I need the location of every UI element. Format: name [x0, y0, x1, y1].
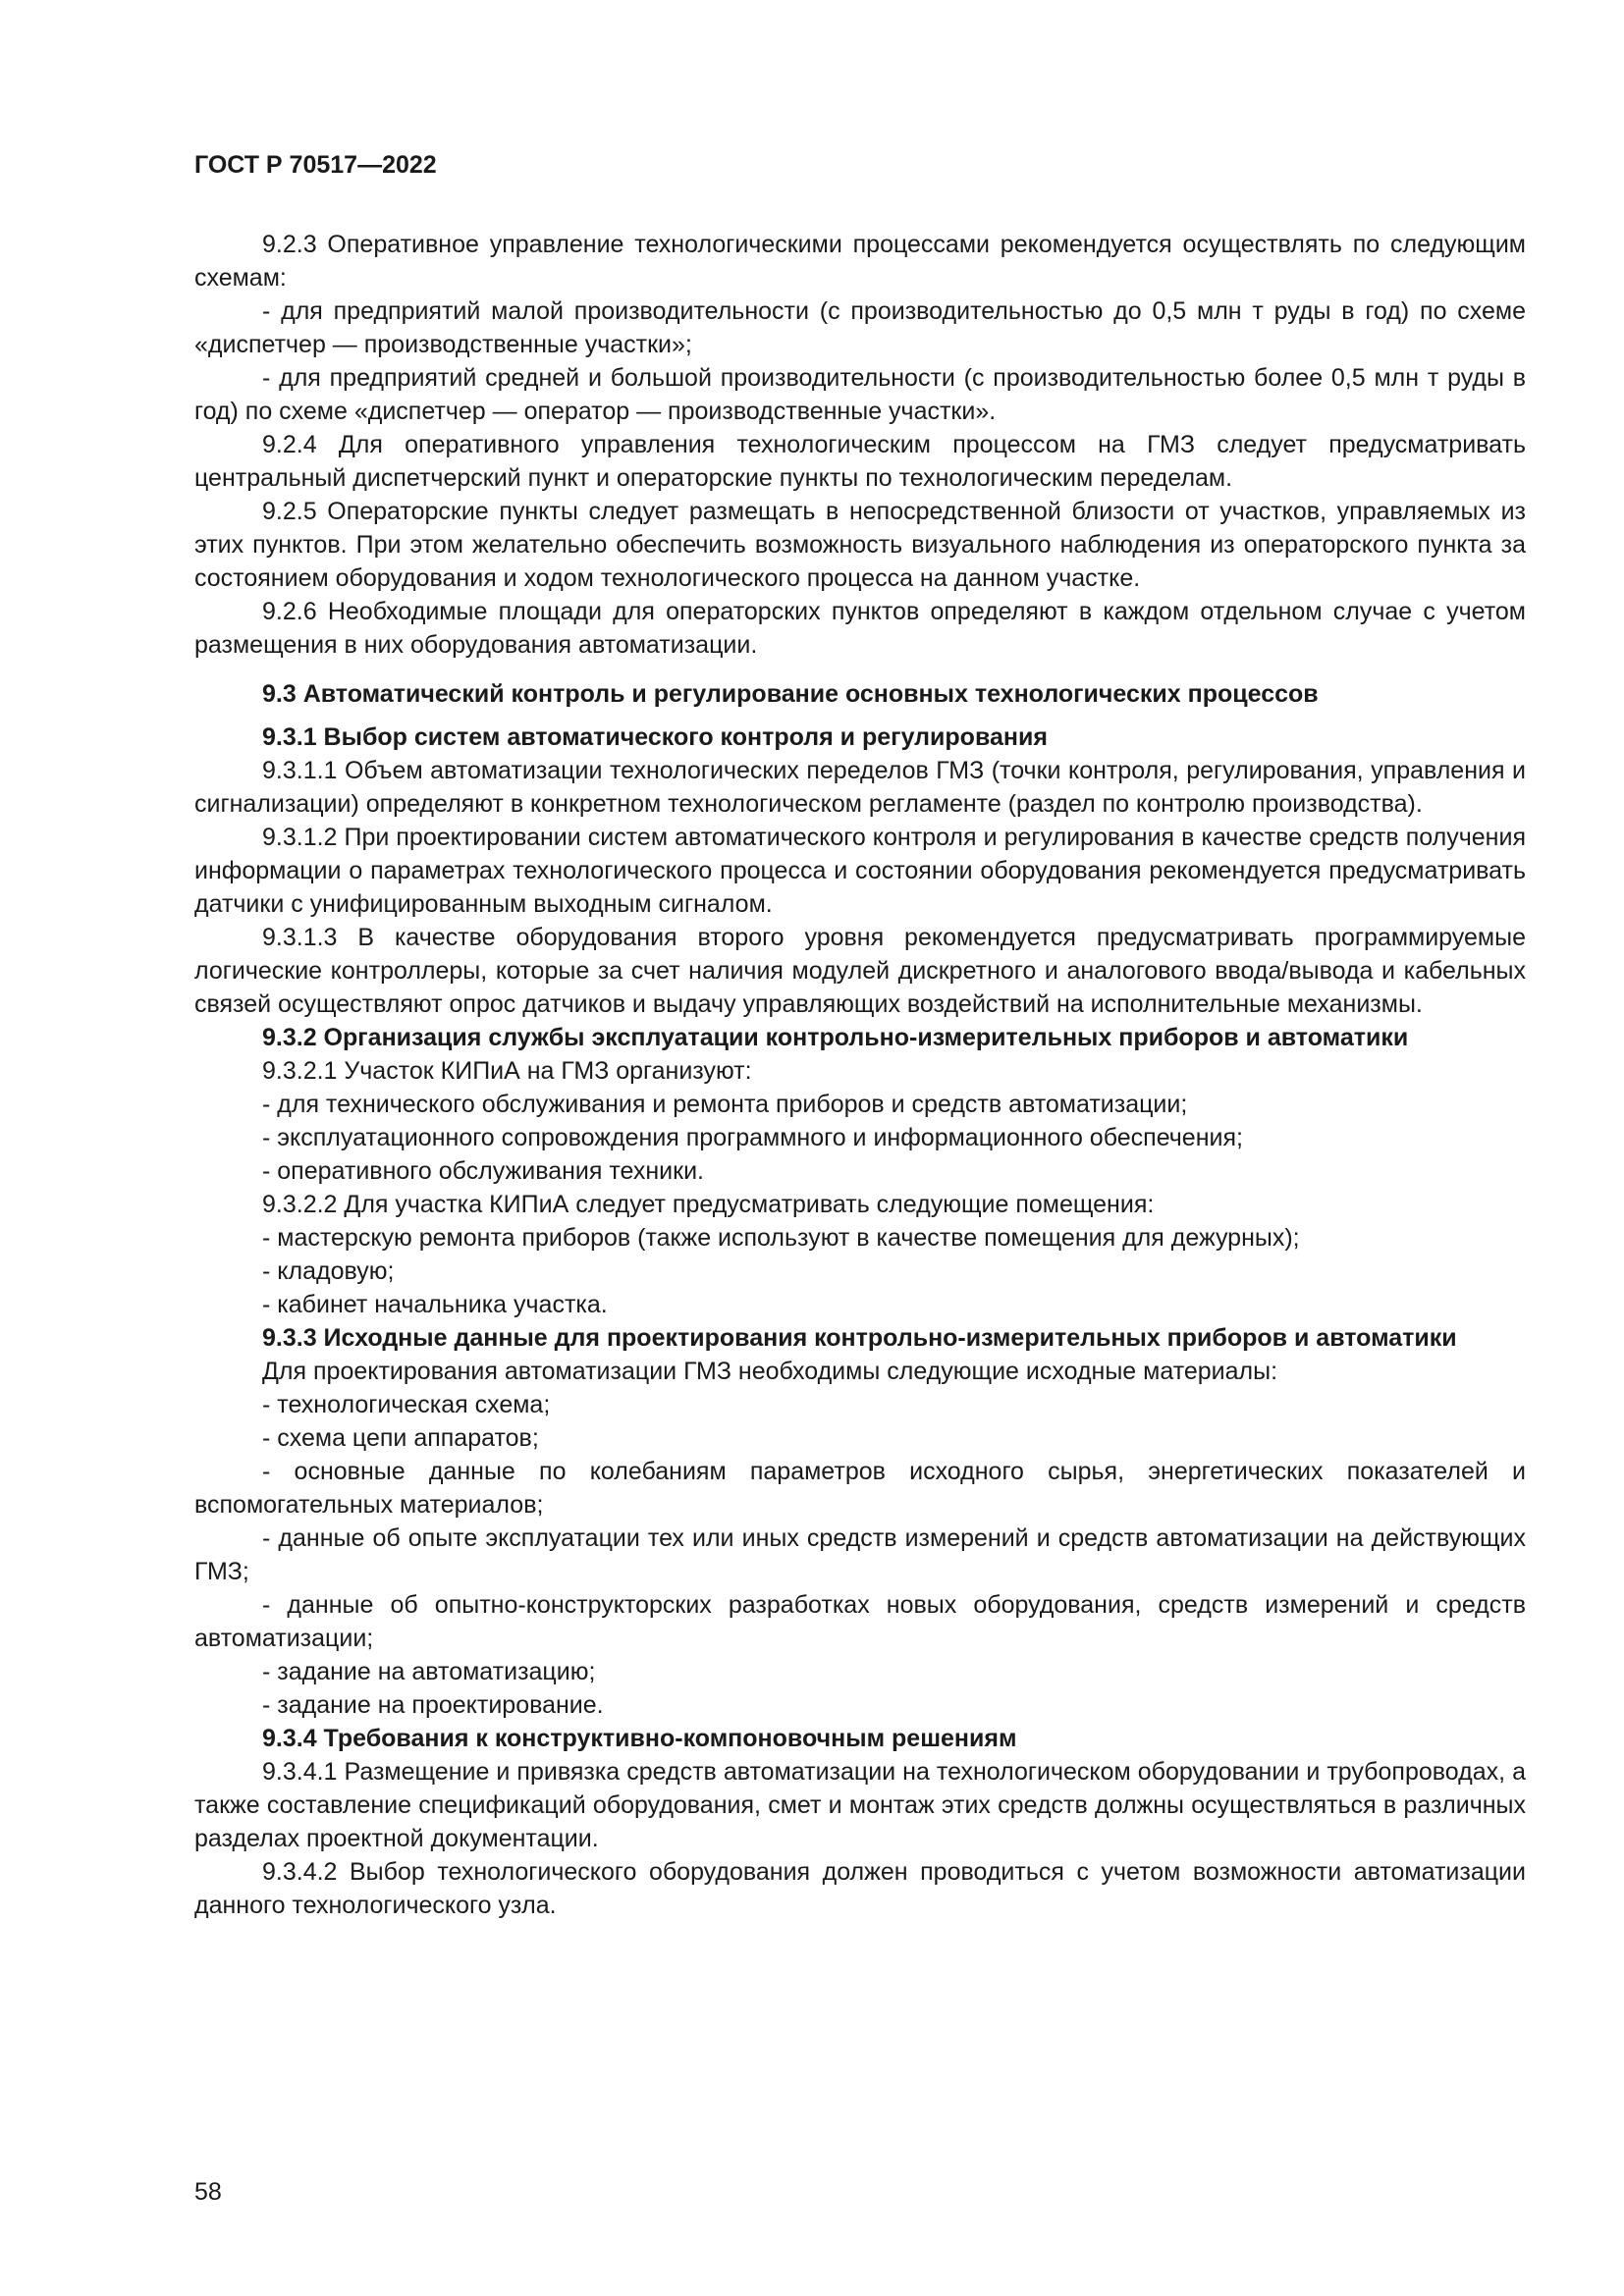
list-item: - для технического обслуживания и ремонта приборов и средств автоматизации;	[262, 1091, 1188, 1118]
subsection-heading: 9.3.2 Организация службы эксплуатации контрольно-измерительных приборов и автоматики	[262, 1024, 1409, 1051]
paragraph: 9.3.1.3 В качестве оборудования второго уровня рекомендуется предусматривать программируемые логические контроллеры, которые за счет наличия модулей дискретного и аналогового ввода/вывода и кабельных связей осуществляют опрос датчиков и выдачу управляющих воздействий на исполнительные механизмы.	[194, 924, 1526, 1018]
list-item: - кладовую;	[262, 1257, 395, 1285]
subsection-heading: 9.3.4 Требования к конструктивно-компоновочным решениям	[262, 1725, 1017, 1752]
document-code-header: ГОСТ Р 70517—2022	[194, 151, 437, 179]
subsection-heading: 9.3.3 Исходные данные для проектирования контрольно-измерительных приборов и автоматики	[262, 1324, 1457, 1352]
list-item: - технологическая схема;	[262, 1391, 551, 1418]
subsection-heading: 9.3.1 Выбор систем автоматического контроля и регулирования	[262, 723, 1048, 751]
list-item: - основные данные по колебаниям параметров исходного сырья, энергетических показателей и вспомогательных материалов;	[194, 1458, 1526, 1519]
document-body	[194, 228, 1526, 1922]
paragraph: 9.3.4.1 Размещение и привязка средств автоматизации на технологическом оборудовании и трубопроводах, а также составление спецификаций оборудования, смет и монтаж этих средств должны осуществляться в различных разделах проектной документации.	[194, 1758, 1526, 1852]
paragraph: 9.3.1.1 Объем автоматизации технологических переделов ГМЗ (точки контроля, регулирования, управления и сигнализации) определяют в конкретном технологическом регламенте (раздел по контролю производства).	[194, 757, 1526, 818]
list-item: - данные об опытно-конструкторских разработках новых оборудования, средств измерений и средств автоматизации;	[194, 1591, 1526, 1652]
list-item: - оперативного обслуживания техники.	[262, 1157, 704, 1185]
paragraph: 9.3.2.2 Для участка КИПиА следует предусматривать следующие помещения:	[262, 1191, 1155, 1218]
paragraph: 9.2.4 Для оперативного управления технологическим процессом на ГМЗ следует предусматривать центральный диспетчерский пункт и операторские пункты по технологическим переделам.	[194, 431, 1526, 492]
list-item: - задание на автоматизацию;	[262, 1658, 596, 1685]
paragraph: 9.3.2.1 Участок КИПиА на ГМЗ организуют:	[262, 1057, 752, 1085]
list-item: - схема цепи аппаратов;	[262, 1424, 539, 1452]
list-item: - кабинет начальника участка.	[262, 1291, 608, 1318]
page-number: 58	[194, 2178, 222, 2206]
list-item: - данные об опыте эксплуатации тех или иных средств измерений и средств автоматизации на действующих ГМЗ;	[194, 1524, 1526, 1585]
paragraph: 9.3.4.2 Выбор технологического оборудования должен проводиться с учетом возможности автоматизации данного технологического узла.	[194, 1858, 1526, 1919]
section-heading: 9.3 Автоматический контроль и регулирование основных технологических процессов	[262, 680, 1319, 708]
list-item: - для предприятий малой производительности (с производительностью до 0,5 млн т руды в год) по схеме «диспетчер — производственные участки»;	[194, 297, 1526, 358]
list-item: - эксплуатационного сопровождения программного и информационного обеспечения;	[262, 1124, 1243, 1151]
list-item: - мастерскую ремонта приборов (также используют в качестве помещения для дежурных);	[262, 1224, 1300, 1252]
list-item: - для предприятий средней и большой производительности (с производительностью более 0,5 млн т руды в год) по схеме «диспетчер — оператор — производственные участки».	[194, 364, 1526, 425]
paragraph: Для проектирования автоматизации ГМЗ необходимы следующие исходные материалы:	[262, 1358, 1278, 1385]
paragraph: 9.3.1.2 При проектировании систем автоматического контроля и регулирования в качестве средств получения информации о параметрах технологического процесса и состоянии оборудования рекомендуется предусматривать датчики с унифицированным выходным сигналом.	[194, 824, 1526, 918]
paragraph: 9.2.6 Необходимые площади для операторских пунктов определяют в каждом отдельном случае с учетом размещения в них оборудования автоматизации.	[194, 598, 1526, 659]
list-item: - задание на проектирование.	[262, 1691, 604, 1719]
paragraph: 9.2.3 Оперативное управление технологическими процессами рекомендуется осуществлять по следующим схемам:	[194, 231, 1526, 292]
paragraph: 9.2.5 Операторские пункты следует размещать в непосредственной близости от участков, управляемых из этих пунктов. При этом желательно обеспечить возможность визуального наблюдения из операторского пункта за состоянием оборудования и ходом технологического процесса на данном участке.	[194, 498, 1526, 592]
